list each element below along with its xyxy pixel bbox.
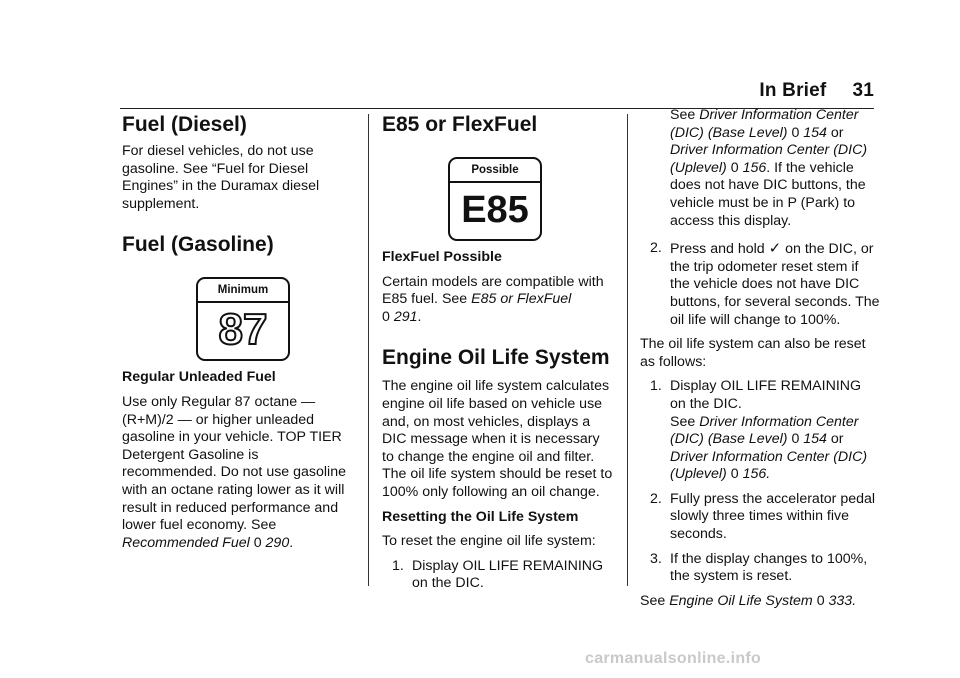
xref-link[interactable]: Driver Information Center (DIC) (Uplevel) [670,448,868,483]
column-2 [382,112,614,600]
e85-paragraph: Certain models are compatible with E85 fuel. See E85 or FlexFuel 0 291. [382,273,604,325]
xref-link[interactable]: Recommended Fuel [122,534,250,551]
column-3 [640,107,880,617]
page-ref-icon: 0 [730,159,739,176]
heading-fuel-gasoline: Fuel (Gasoline) [122,233,274,257]
figure-caption: FlexFuel Possible [382,249,502,265]
page-ref-icon: 0 [791,431,800,448]
xref-link[interactable]: E85 or FlexFuel [471,291,572,308]
alt-reset-intro: The oil life system can also be reset as follows: [640,336,866,370]
badge-value: 87 [218,305,268,355]
page-ref-icon: 0 [253,534,262,551]
xref-link[interactable]: Driver Information Center (DIC) (Base Level) [670,107,859,141]
page-ref-icon: 0 [791,124,800,141]
subheading-reset: Resetting the Oil Life System [382,508,579,525]
e85-possible-fuel-label [448,157,542,241]
list-item: 3. If the display changes to 100%, the system is reset. [650,550,868,585]
oil-paragraph: The engine oil life system calculates engine oil life based on vehicle use and, on most vehicles, displays a DIC message when it is necessary to change the engine oil and filter. The oil life system should be reset to 100% only following an oil change. [382,378,613,500]
badge-value: E85 [461,189,529,231]
heading-engine-oil-life: Engine Oil Life System [382,346,610,370]
page-header [759,80,874,102]
list-item: 2. Fully press the accelerator pedal slowly three times within five seconds. [650,490,876,543]
figure-caption: Regular Unleaded Fuel [122,369,276,386]
xref-page[interactable]: 291 [393,308,418,325]
heading-fuel-diesel: Fuel (Diesel) [122,113,247,136]
list-item: 1. Display OIL LIFE REMAINING on the DIC. [392,557,604,592]
page-ref-icon: 0 [730,466,739,483]
reset-intro: To reset the engine oil life system: [382,533,596,550]
column-1 [122,112,354,559]
final-reference: See Engine Oil Life System 0 333. [640,592,857,609]
xref-page[interactable]: 156 [742,159,767,176]
section-title: In Brief [759,80,827,101]
badge-top-text: Possible [450,159,540,183]
list-item: See Driver Information Center (DIC) (Base Level) 0 154 or Driver Information Center (DIC) (Uplevel) 0 156. If the vehicle does not have DIC buttons, the vehicle must be in P (Park) to access this display. [670,107,868,229]
list-item: 1. Display OIL LIFE REMAINING on the DIC. See Driver Information Center (DIC) (Base Level) 0 154 or Driver Information Center (DIC) (Uplevel) 0 156. [650,378,868,483]
xref-page[interactable]: 154 [803,124,827,141]
minimum-87-fuel-label [196,277,290,361]
list-item: 2. Press and hold ✓ on the DIC, or the trip odometer reset stem if the vehicle does not have DIC buttons, for several seconds. The oil life will change to 100%. [650,240,880,328]
page-ref-icon: 0 [382,308,390,325]
gasoline-paragraph: Use only Regular 87 octane — (R+M)/2 — or higher unleaded gasoline in your vehicle. TOP TIER Detergent Gasoline is recommended. Do not use gasoline with an octane rating lower as it will result in reduced performance and lower fuel economy. See Recommended Fuel 0 290. [122,393,346,551]
page-ref-icon: 0 [816,592,825,609]
badge-top-text: Minimum [198,279,288,303]
xref-link[interactable]: Driver Information Center (DIC) (Base Level) [670,413,859,448]
alt-reset-steps [640,378,880,586]
reset-steps [382,558,614,593]
page-number: 31 [852,80,874,101]
xref-page[interactable]: 156 [742,466,767,483]
watermark: carmanualsonline.info [585,650,762,667]
xref-link[interactable]: Driver Information Center (DIC) (Uplevel) [670,142,868,176]
reset-steps-continued [640,107,880,329]
xref-page[interactable]: 154 [803,431,827,448]
column-divider [627,114,628,586]
xref-page[interactable]: 290 [265,534,290,551]
column-divider [368,114,369,586]
checkmark-icon: ✓ [768,240,782,258]
xref-page[interactable]: 333 [828,592,853,609]
diesel-paragraph: For diesel vehicles, do not use gasoline. See “Fuel for Diesel Engines” in the Duramax diesel supplement. [122,143,320,212]
xref-link[interactable]: Engine Oil Life System [669,592,813,609]
heading-e85-flexfuel: E85 or FlexFuel [382,113,538,136]
